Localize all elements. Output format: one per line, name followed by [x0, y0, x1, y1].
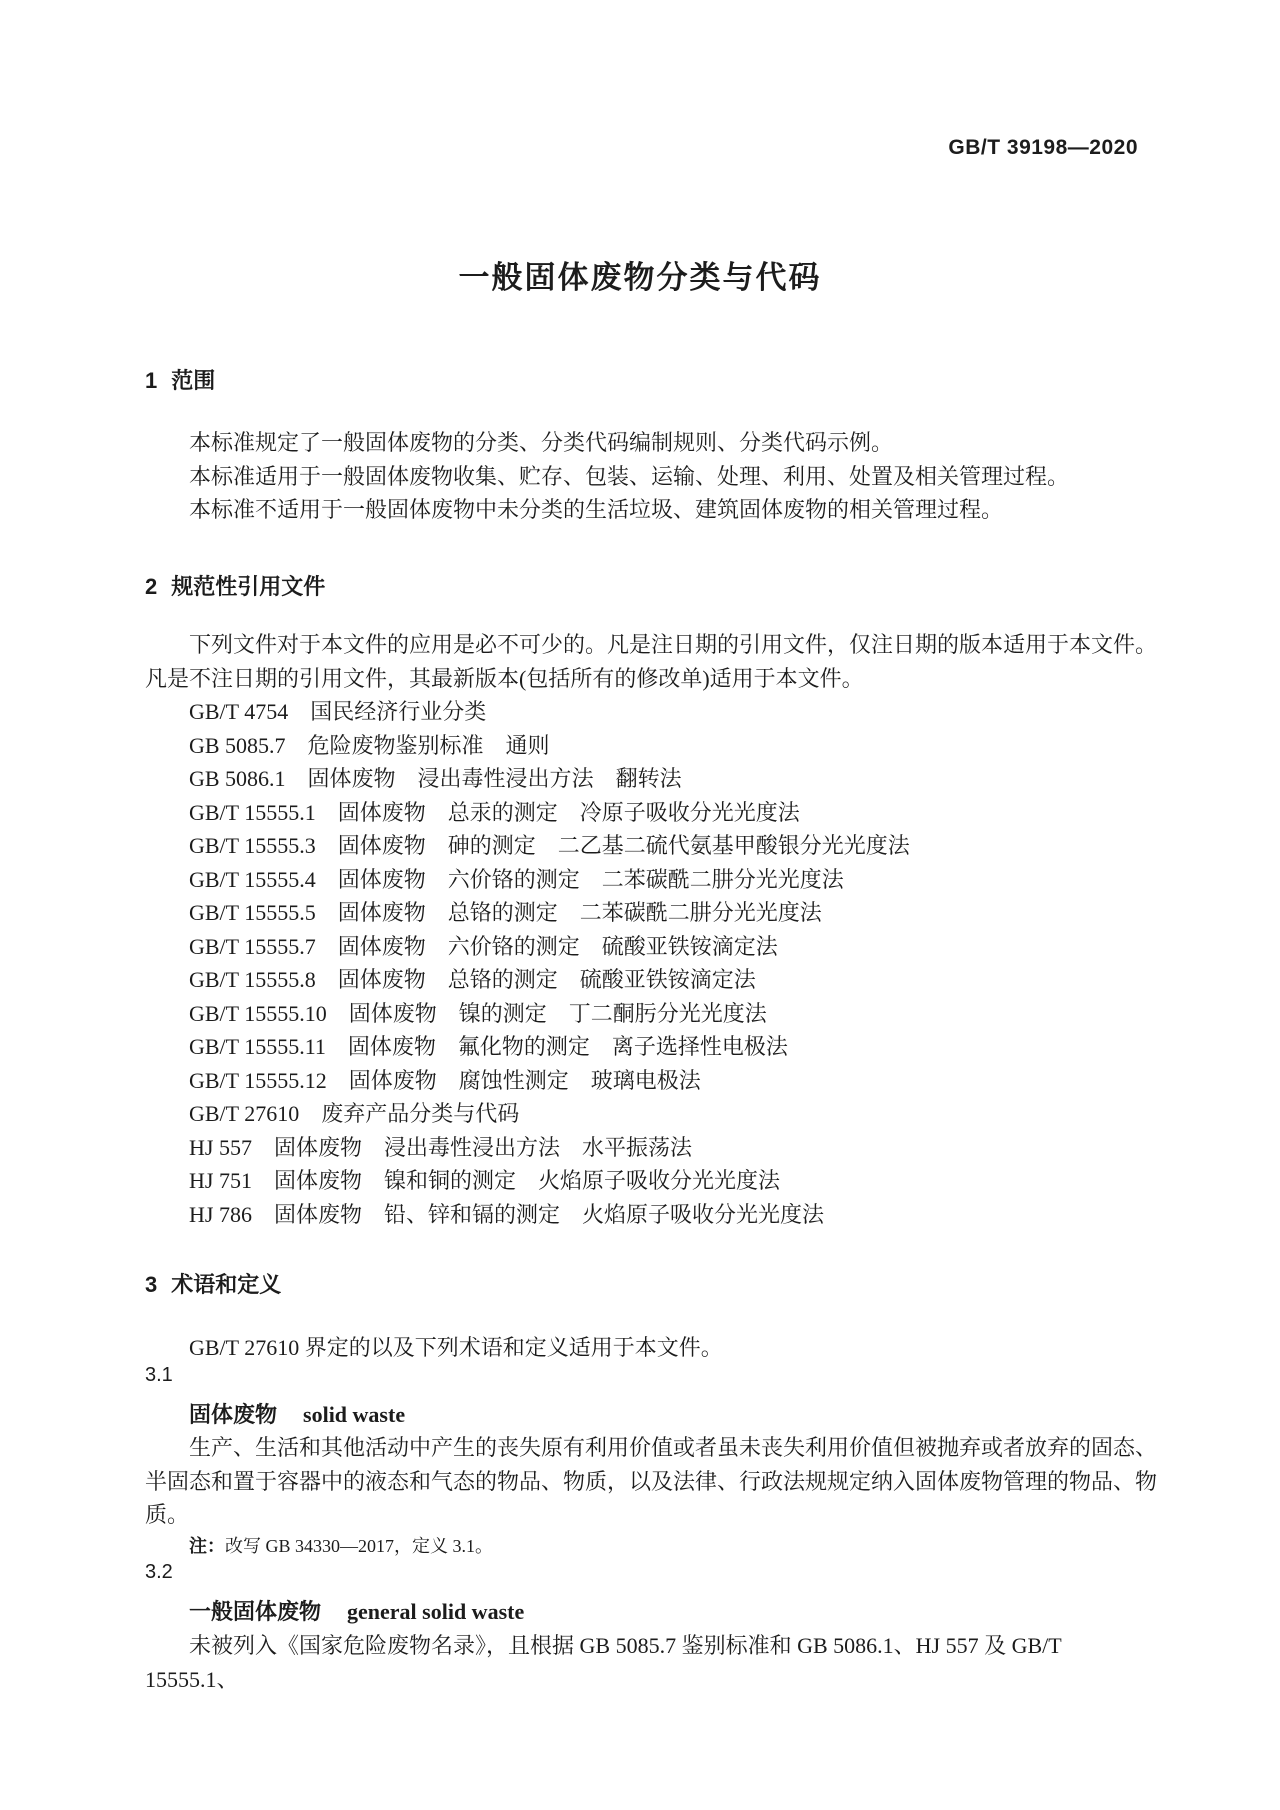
term-3-2-definition: 未被列入《国家危险废物名录》，且根据 GB 5085.7 鉴别标准和 GB 5086.1、HJ 557 及 GB/T 15555.1、	[145, 1633, 1062, 1692]
term-3-1-definition: 生产、生活和其他活动中产生的丧失原有利用价值或者虽未丧失利用价值但被抛弃或者放弃的固态、半固态和置于容器中的液态和气态的物品、物质，以及法律、行政法规规定纳入固体废物管理的物品、物质。	[145, 1435, 1158, 1527]
term-3-1	[189, 1398, 405, 1429]
document-title: 一般固体废物分类与代码	[458, 260, 822, 295]
term-3-2-en: general solid waste	[347, 1599, 525, 1624]
note-text: 改写 GB 34330—2017，定义 3.1。	[225, 1536, 494, 1556]
section-1-heading	[145, 364, 1160, 395]
section-1-number: 1	[145, 368, 158, 393]
term-3-1-note	[189, 1533, 1159, 1559]
clause-3-2-number: 3.2	[145, 1561, 173, 1583]
section-2-intro: 下列文件对于本文件的应用是必不可少的。凡是注日期的引用文件，仅注日期的版本适用于本文件。凡是不注日期的引用文件，其最新版本(包括所有的修改单)适用于本文件。	[145, 632, 1158, 691]
reference-item: GB 5086.1 固体废物 浸出毒性浸出方法 翻转法	[189, 766, 682, 791]
reference-item: GB/T 15555.3 固体废物 砷的测定 二乙基二硫代氨基甲酸银分光光度法	[189, 833, 910, 858]
section-3-heading	[145, 1268, 1160, 1299]
paragraph: 本标准不适用于一般固体废物中未分类的生活垃圾、建筑固体废物的相关管理过程。	[189, 497, 1004, 522]
section-3-number: 3	[145, 1272, 158, 1297]
note-label: 注：	[189, 1536, 225, 1556]
section-2-number: 2	[145, 574, 158, 599]
reference-item: HJ 786 固体废物 铅、锌和镉的测定 火焰原子吸收分光光度法	[189, 1201, 824, 1227]
term-3-2-zh: 一般固体废物	[189, 1599, 322, 1624]
standard-number: GB/T 39198—2020	[948, 136, 1138, 159]
reference-item: GB/T 27610 废弃产品分类与代码	[189, 1101, 520, 1126]
reference-list	[145, 695, 1160, 1231]
paragraph: 本标准规定了一般固体废物的分类、分类代码编制规则、分类代码示例。	[189, 430, 894, 455]
reference-item: GB/T 15555.1 固体废物 总汞的测定 冷原子吸收分光光度法	[189, 799, 800, 825]
reference-item: HJ 751 固体废物 镍和铜的测定 火焰原子吸收分光光度法	[189, 1168, 780, 1193]
reference-item: GB 5085.7 危险废物鉴别标准 通则	[189, 732, 550, 758]
reference-item: GB/T 15555.10 固体废物 镍的测定 丁二酮肟分光光度法	[189, 1000, 767, 1026]
reference-item: GB/T 15555.4 固体废物 六价铬的测定 二苯碳酰二肼分光光度法	[189, 866, 844, 892]
clause-3-1-number: 3.1	[145, 1364, 173, 1386]
section-1-title: 范围	[171, 368, 216, 393]
reference-item: GB/T 15555.7 固体废物 六价铬的测定 硫酸亚铁铵滴定法	[189, 933, 778, 959]
term-3-1-zh: 固体废物	[189, 1402, 278, 1427]
term-3-2	[189, 1595, 524, 1626]
section-2-heading	[145, 570, 1160, 601]
section-1-body	[145, 426, 1160, 527]
paragraph: 本标准适用于一般固体废物收集、贮存、包装、运输、处理、利用、处置及相关管理过程。	[189, 463, 1070, 489]
reference-item: GB/T 15555.5 固体废物 总铬的测定 二苯碳酰二肼分光光度法	[189, 900, 822, 925]
section-3-title: 术语和定义	[171, 1272, 282, 1297]
reference-item: GB/T 15555.12 固体废物 腐蚀性测定 玻璃电极法	[189, 1067, 701, 1093]
reference-item: GB/T 15555.8 固体废物 总铬的测定 硫酸亚铁铵滴定法	[189, 967, 756, 992]
term-3-1-en: solid waste	[303, 1402, 406, 1427]
section-2-title: 规范性引用文件	[171, 574, 326, 599]
reference-item: GB/T 4754 国民经济行业分类	[189, 699, 487, 724]
section-3-intro: GB/T 27610 界定的以及下列术语和定义适用于本文件。	[189, 1335, 723, 1360]
reference-item: HJ 557 固体废物 浸出毒性浸出方法 水平振荡法	[189, 1134, 692, 1160]
reference-item: GB/T 15555.11 固体废物 氟化物的测定 离子选择性电极法	[189, 1034, 788, 1059]
